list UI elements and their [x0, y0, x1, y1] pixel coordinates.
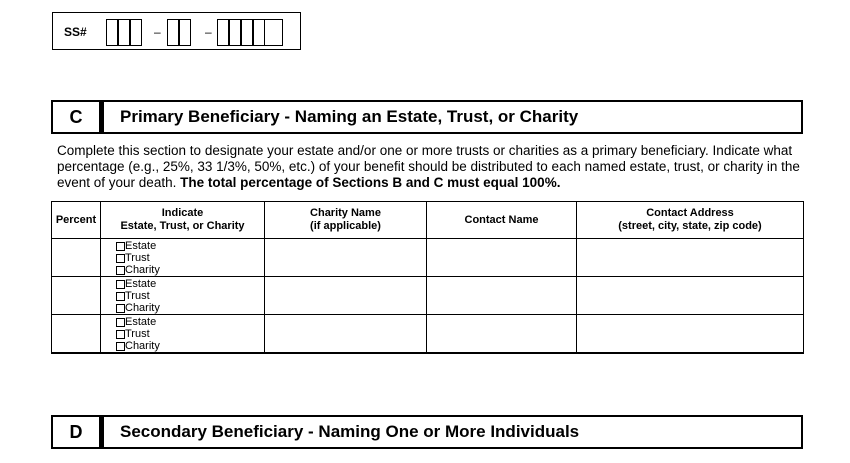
checkbox[interactable]: [116, 292, 125, 301]
header-contact-address: Contact Address (street, city, state, zip code): [577, 202, 804, 239]
contact-name-input[interactable]: [427, 277, 577, 315]
trust-option[interactable]: Trust: [116, 328, 264, 340]
checkbox[interactable]: [116, 342, 125, 351]
contact-name-input[interactable]: [427, 315, 577, 354]
contact-address-input[interactable]: [577, 315, 804, 354]
indicate-cell: [101, 277, 265, 315]
indicate-cell: [101, 239, 265, 277]
section-c-letter: C: [51, 100, 101, 134]
ss-digit-box[interactable]: [118, 19, 130, 46]
checkbox[interactable]: [116, 254, 125, 263]
section-c-intro-bold: The total percentage of Sections B and C must equal 100%.: [180, 175, 561, 190]
charity-option[interactable]: Charity: [116, 264, 264, 276]
estate-option[interactable]: Estate: [116, 278, 264, 290]
ss-digit-box[interactable]: [130, 19, 142, 46]
contact-address-input[interactable]: [577, 277, 804, 315]
header-indicate: Indicate Estate, Trust, or Charity: [101, 202, 265, 239]
section-c-instructions: [57, 143, 802, 191]
ss-digit-box[interactable]: [265, 19, 283, 46]
ss-separator: –: [205, 25, 212, 39]
section-d-title: Secondary Beneficiary - Naming One or More Individuals: [101, 415, 803, 449]
ss-separator: –: [154, 25, 161, 39]
estate-option[interactable]: Estate: [116, 316, 264, 328]
header-percent: Percent: [52, 202, 101, 239]
checkbox[interactable]: [116, 242, 125, 251]
table-row: [52, 277, 804, 315]
charity-name-input[interactable]: [265, 239, 427, 277]
contact-address-input[interactable]: [577, 239, 804, 277]
checkbox[interactable]: [116, 304, 125, 313]
ss-digit-box[interactable]: [253, 19, 265, 46]
ss-label: SS#: [64, 25, 87, 39]
checkbox[interactable]: [116, 280, 125, 289]
ss-digit-box[interactable]: [229, 19, 241, 46]
ss-digit-box[interactable]: [241, 19, 253, 46]
charity-option[interactable]: Charity: [116, 302, 264, 314]
checkbox[interactable]: [116, 330, 125, 339]
header-charity-name: Charity Name (if applicable): [265, 202, 427, 239]
table-header-row: [52, 202, 804, 239]
checkbox[interactable]: [116, 266, 125, 275]
percent-input[interactable]: [52, 315, 101, 354]
section-c-intro-text: Complete this section to designate your estate and/or one or more trusts or charities as a primary beneficiary. Indicate what percentage (e.g., 25%, 33 1/3%, 50%, etc.) of your benefit should be distributed to each named estate, trust, or charity in the event of your death.: [57, 143, 800, 190]
section-d-letter: D: [51, 415, 101, 449]
trust-option[interactable]: Trust: [116, 252, 264, 264]
indicate-cell: [101, 315, 265, 354]
contact-name-input[interactable]: [427, 239, 577, 277]
table-row: [52, 239, 804, 277]
section-c-title: Primary Beneficiary - Naming an Estate, Trust, or Charity: [101, 100, 803, 134]
ss-digit-box[interactable]: [217, 19, 229, 46]
ss-digit-box[interactable]: [106, 19, 118, 46]
percent-input[interactable]: [52, 277, 101, 315]
ss-digit-box[interactable]: [167, 19, 179, 46]
beneficiary-table: [51, 201, 804, 354]
charity-name-input[interactable]: [265, 315, 427, 354]
table-row: [52, 315, 804, 354]
percent-input[interactable]: [52, 239, 101, 277]
trust-option[interactable]: Trust: [116, 290, 264, 302]
estate-option[interactable]: Estate: [116, 240, 264, 252]
charity-option[interactable]: Charity: [116, 340, 264, 352]
charity-name-input[interactable]: [265, 277, 427, 315]
checkbox[interactable]: [116, 318, 125, 327]
ss-digit-box[interactable]: [179, 19, 191, 46]
header-contact-name: Contact Name: [427, 202, 577, 239]
